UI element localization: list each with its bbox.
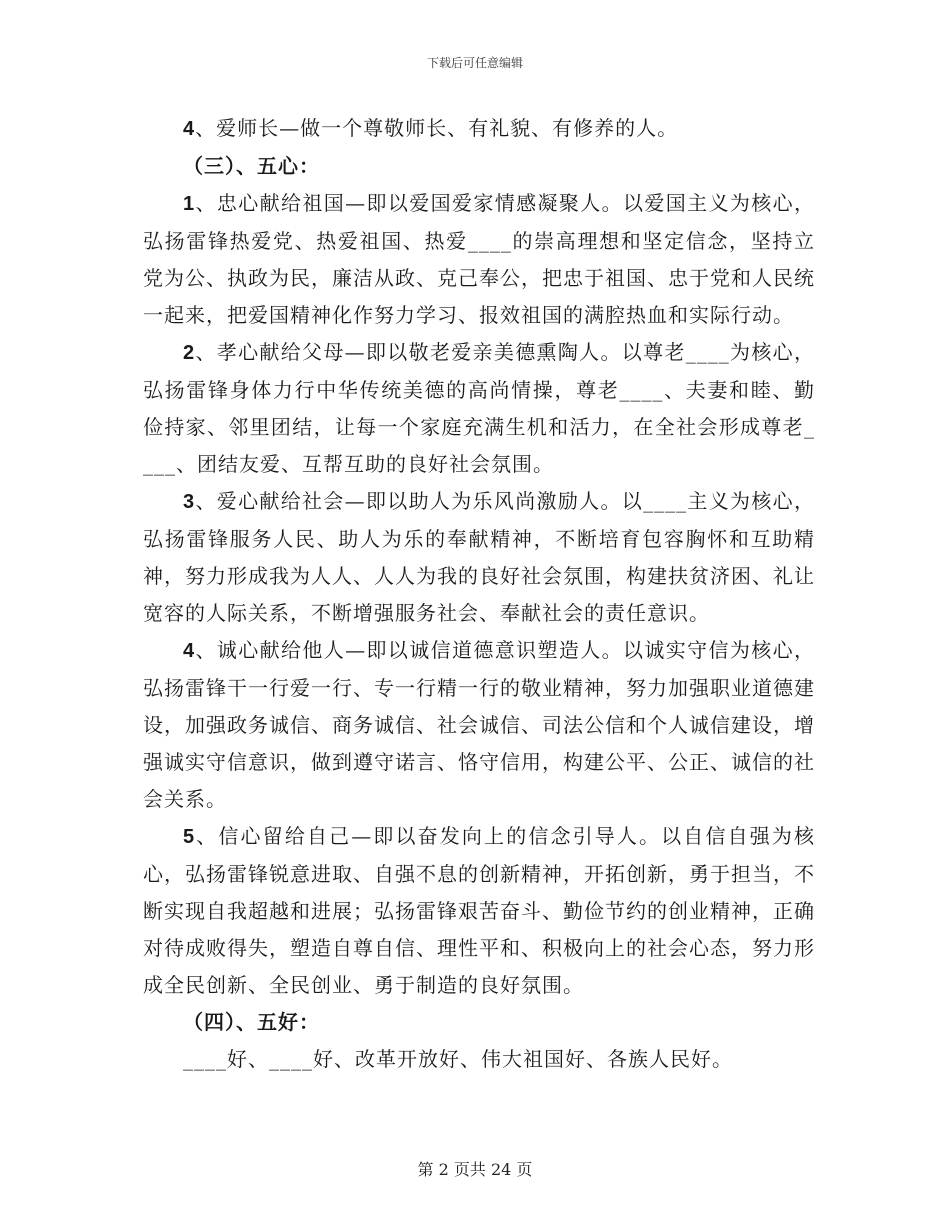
item-number: 4 — [183, 118, 196, 140]
paragraph-text: 、爱心献给社会—即以助人为乐风尚激励人。以____主义为核心，弘扬雷锋服务人民、助人为乐的奉献精神，不断培育包容胸怀和互助精神，努力形成我为人人、人人为我的良好社会氛围，构建扶贫济困、礼让宽容的人际关系，不断增强服务社会、奉献社会的责任意识。 — [143, 489, 815, 625]
paragraph-xinxin — [143, 818, 815, 1004]
paragraph-text: 、信心留给自己—即以奋发向上的信念引导人。以自信自强为核心，弘扬雷锋锐意进取、自强不息的创新精神，开拓创新，勇于担当，不断实现自我超越和进展；弘扬雷锋艰苦奋斗、勤俭节约的创业精神，正确对待成败得失，塑造自尊自信、理性平和、积极向上的社会心态，努力形成全民创新、全民创业、勇于制造的良好氛围。 — [143, 824, 815, 997]
item-number: 3 — [183, 491, 196, 513]
paragraph-text: 、孝心献给父母—即以敬老爱亲美德熏陶人。以尊老____为核心，弘扬雷锋身体力行中华传统美德的高尚情操，尊老____、夫妻和睦、勤俭持家、邻里团结，让每一个家庭充满生机和活力，在全社会形成尊老____、团结友爱、互帮互助的良好社会氛围。 — [143, 340, 815, 476]
item-number: 1 — [183, 193, 196, 215]
section-heading-wuxin: （三）、五心： — [183, 154, 320, 178]
paragraph-wuhao: ____好、____好、改革开放好、伟大祖国好、各族人民好。 — [183, 1047, 733, 1071]
page-header: 下载后可任意编辑 — [426, 56, 523, 70]
paragraph-aixin — [143, 483, 815, 632]
page-footer: 第 2 页共 24 页 — [417, 1160, 533, 1179]
document-body — [143, 110, 815, 1078]
paragraph-text: 、忠心献给祖国—即以爱国爱家情感凝聚人。以爱国主义为核心，弘扬雷锋热爱党、热爱祖国、热爱____的崇高理想和坚定信念，坚持立党为公、执政为民，廉洁从政、克己奉公，把忠于祖国、忠于党和人民统一起来，把爱国精神化作努力学习、报效祖国的满腔热血和实际行动。 — [143, 191, 815, 327]
paragraph-chengxin — [143, 632, 815, 818]
item-number: 5 — [183, 826, 196, 848]
paragraph-xiaoxin — [143, 334, 815, 483]
item-number: 4 — [183, 640, 196, 662]
paragraph-text: 、诚心献给他人—即以诚信道德意识塑造人。以诚实守信为核心，弘扬雷锋干一行爱一行、专一行精一行的敬业精神，努力加强职业道德建设，加强政务诚信、商务诚信、社会诚信、司法公信和个人诚信建设，增强诚实守信意识，做到遵守诺言、恪守信用，构建公平、公正、诚信的社会关系。 — [143, 638, 815, 811]
paragraph-zhongxin — [143, 185, 815, 334]
paragraph-ai-shizhang — [143, 110, 815, 148]
paragraph-text: 、爱师长—做一个尊敬师长、有礼貌、有修养的人。 — [195, 116, 679, 140]
section-heading-wuhao: （四）、五好： — [183, 1010, 320, 1034]
item-number: 2 — [183, 342, 196, 364]
